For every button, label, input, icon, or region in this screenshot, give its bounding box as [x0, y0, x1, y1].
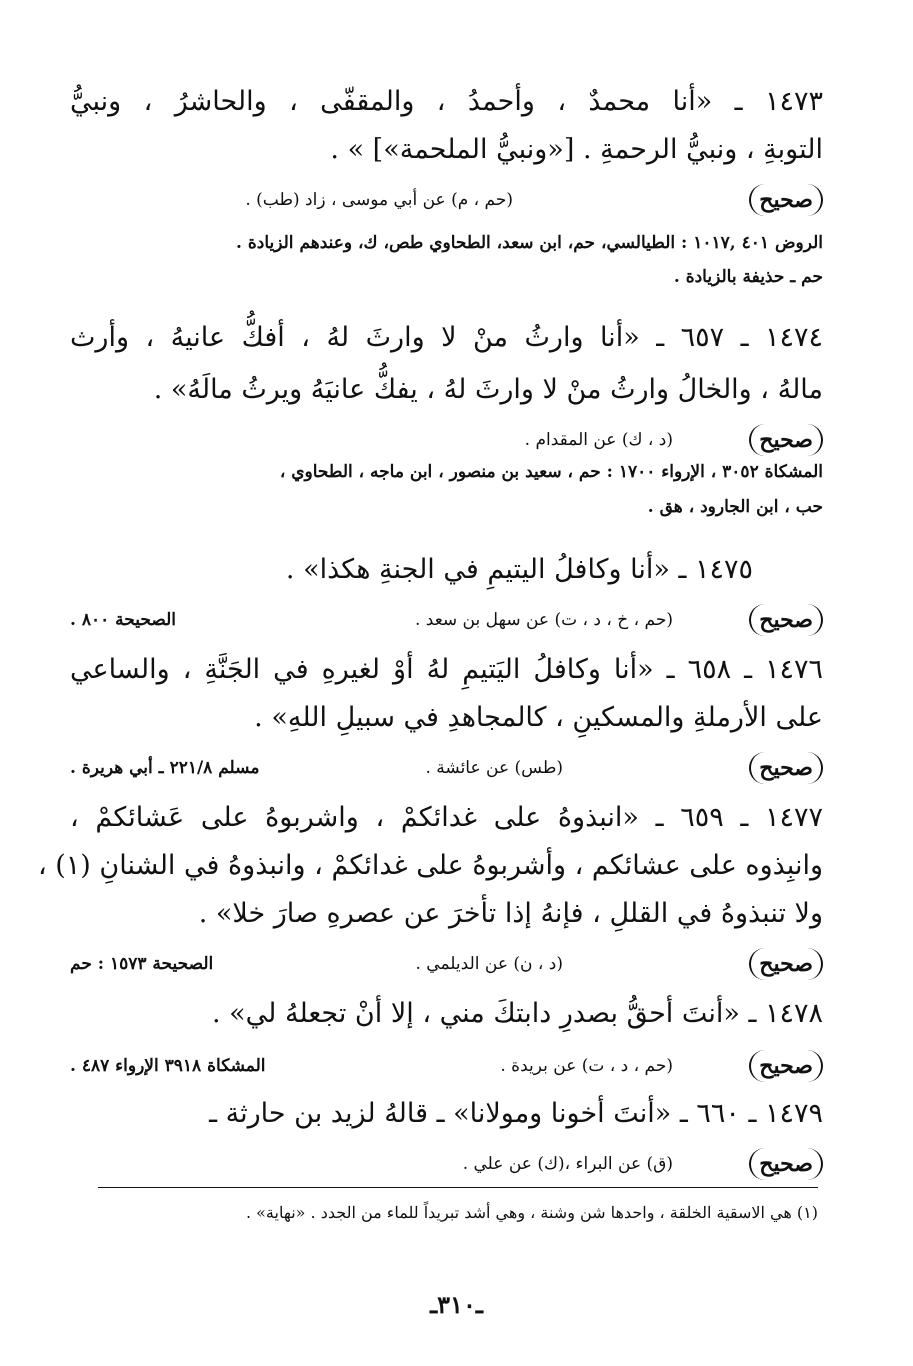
hadith-1478-source-row — [70, 1050, 823, 1084]
reference-text: الصحيحة ١٥٧٣ : حم — [70, 954, 214, 974]
hadith-1476-source-row — [70, 752, 823, 786]
reference-text: الصحيحة ٨٠٠ . — [70, 610, 177, 630]
hadith-1474-reference-2: حب ، ابن الجارود ، هق . — [647, 497, 823, 517]
hadith-1475-source-row — [70, 604, 823, 638]
hadith-1473-line-1: ١٤٧٣ ـ «أنا محمدٌ ، وأحمدُ ، والمقفّى ، والحاشرُ ، ونبيُّ — [70, 86, 823, 117]
hadith-1477-line-2: وانبِذوه على عشائكم ، وأشربوهُ على غدائكمْ ، وانبذوهُ في الشنانِ (١) ، — [37, 850, 823, 881]
hadith-1476-line-2: على الأرملةِ والمسكينِ ، كالمجاهدِ في سبيلِ اللهِ» . — [254, 702, 823, 733]
grade-badge: صحيح — [749, 1050, 823, 1082]
source-text: (طس) عن عائشة . — [425, 758, 563, 778]
source-text: (د ، ك) عن المقدام . — [524, 430, 673, 450]
hadith-1476-line-1: ١٤٧٦ ـ ٦٥٨ ـ «أنا وكافلُ اليَتيمِ لهُ أوْ لغيرهِ في الجَنَّةِ ، والساعي — [70, 654, 824, 685]
hadith-1479-line-1: ١٤٧٩ ـ ٦٦٠ ـ «أنتَ أخونا ومولانا» ـ قالهُ لزيد بن حارثة ـ — [209, 1098, 823, 1129]
page-number: ـ٣١٠ـ — [430, 1290, 483, 1319]
reference-text: مسلم ٢٢١/٨ ـ أبي هريرة . — [70, 758, 260, 778]
hadith-1477-source-row — [70, 948, 823, 982]
hadith-1473-source-row — [70, 184, 823, 218]
footnote-divider — [98, 1187, 818, 1188]
hadith-1474-source-row — [70, 424, 823, 458]
hadith-1474-line-1: ١٤٧٤ ـ ٦٥٧ ـ «أنا وارثُ منْ لا وارثَ لهُ ، أفكُّ عانيهُ ، وأرث — [70, 322, 823, 353]
hadith-1479-source-row — [70, 1148, 823, 1182]
source-text: (ق) عن البراء ،(ك) عن علي . — [462, 1154, 673, 1174]
source-text: (د ، ن) عن الديلمي . — [415, 954, 563, 974]
grade-badge: صحيح — [749, 424, 823, 456]
hadith-1474-reference-1: المشكاة ٣٠٥٢ ، الإرواء ١٧٠٠ : حم ، سعيد بن منصور ، ابن ماجه ، الطحاوي ، — [279, 462, 823, 482]
reference-text: المشكاة ٣٩١٨ الإرواء ٤٨٧ . — [70, 1056, 266, 1076]
grade-badge: صحيح — [749, 1148, 823, 1180]
hadith-1474-line-2: مالهُ ، والخالُ وارثُ منْ لا وارثَ لهُ ، يفكُّ عانيَهُ ويرثُ مالَهُ» . — [153, 374, 823, 405]
hadith-1473-reference-1: الروض ٤٠١ ,١٠١٧ : الطيالسي، حم، ابن سعد، الطحاوي طص، ك، وعندهم الزيادة . — [236, 233, 823, 253]
source-text: (حم ، خ ، د ، ت) عن سهل بن سعد . — [414, 610, 673, 630]
hadith-1475-line-1: ١٤٧٥ ـ «أنا وكافلُ اليتيمِ في الجنةِ هكذا» . — [285, 554, 753, 585]
footnote: (١) هي الاسقية الخلقة ، واحدها شن وشنة ، وهي أشد تبريداً للماء من الجدد . «نهاية» . — [245, 1203, 818, 1222]
hadith-1473-reference-2: حم ـ حذيفة بالزيادة . — [673, 267, 823, 287]
hadith-1477-line-3: ولا تنبذوهُ في القللِ ، فإنهُ إذا تأخرَ عن عصرهِ صارَ خلا» . — [198, 898, 823, 929]
hadith-1478-line-1: ١٤٧٨ ـ «أنتَ أحقُّ بصدرِ دابتكَ مني ، إلا أنْ تجعلهُ لي» . — [211, 998, 823, 1029]
grade-badge: صحيح — [749, 604, 823, 636]
hadith-1477-line-1: ١٤٧٧ ـ ٦٥٩ ـ «انبذوهُ على غدائكمْ ، واشربوهُ على عَشائكمْ ، — [70, 802, 824, 833]
grade-badge: صحيح — [749, 184, 823, 216]
grade-badge: صحيح — [749, 752, 823, 784]
source-text: (حم ، م) عن أبي موسى ، زاد (طب) . — [245, 190, 513, 210]
hadith-1473-line-2: التوبةِ ، ونبيُّ الرحمةِ . [«ونبيُّ الملحمة»] » . — [330, 134, 823, 165]
source-text: (حم ، د ، ت) عن بريدة . — [500, 1056, 673, 1076]
grade-badge: صحيح — [749, 948, 823, 980]
